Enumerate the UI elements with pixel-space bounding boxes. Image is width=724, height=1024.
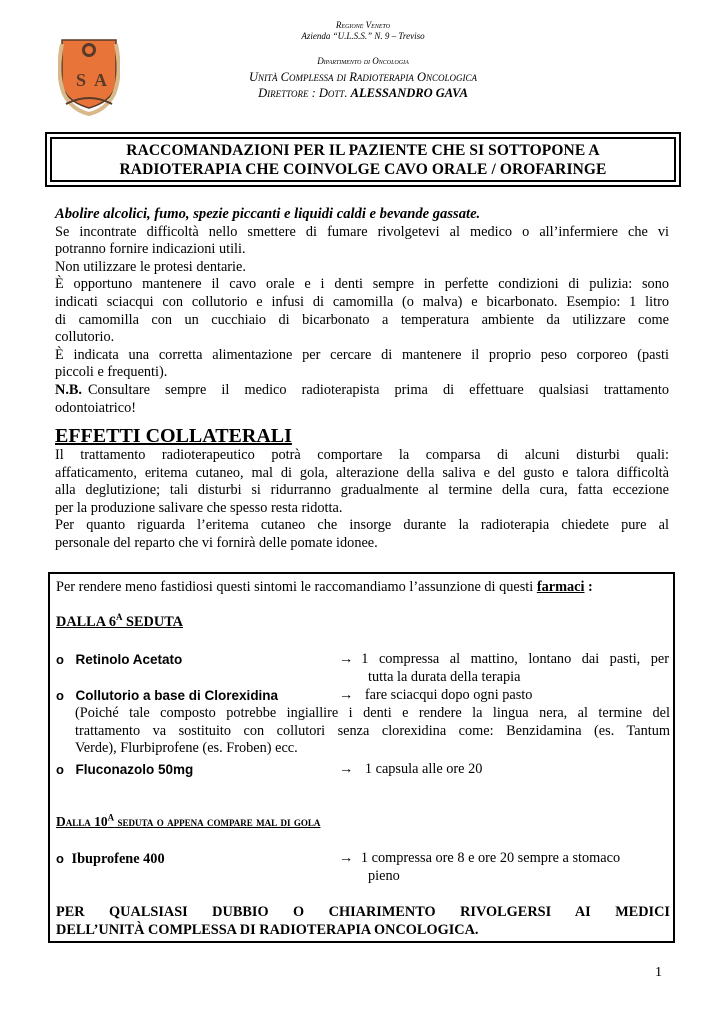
page-number: 1 (655, 965, 662, 980)
bullet-icon: o (56, 652, 64, 667)
effetti-p2-line1: Per quanto riguarda l’eritema cutaneo che insorge durante la radioterapia chiedete pure al (55, 517, 669, 534)
arrow-icon: → (339, 850, 354, 866)
drug-item-clorexidina: o Collutorio a base di Clorexidina (56, 688, 279, 703)
coat-of-arms-logo (58, 34, 120, 116)
advice-section (55, 206, 669, 417)
advice-p4-line1: È indicata una corretta alimentazione per cercare di mantenere il proprio peso corporeo (pasti (55, 346, 669, 363)
advice-p2: Non utilizzare le protesi dentarie. (55, 258, 246, 275)
drug-box (48, 572, 675, 943)
unita-name: Unità Complessa di Radioterapia Oncologica (248, 70, 477, 84)
advice-p3-line1: È opportuno mantenere il cavo orale e i denti sempre in perfette condizioni di pulizia: sono (55, 276, 669, 293)
bullet-icon: o (56, 762, 64, 777)
dipartimento-name: Dipartimento di Oncologia (317, 56, 409, 66)
bullet-icon: o (56, 851, 64, 866)
advice-p3-line4: collutorio. (55, 329, 115, 346)
svg-text:S: S (76, 70, 87, 90)
section-dalla-10-seduta: Dalla $10^A$ seduta o appena compare mal di gola (56, 812, 321, 829)
effetti-p1-line2: affaticamento, eritema cutaneo, mal di gola, alterazione della saliva e del gusto e talora difficoltà (55, 464, 669, 481)
drug-dose-retinolo-line2: tutta la durata della terapia (368, 669, 521, 685)
svg-text:A: A (94, 70, 107, 90)
drug-item-ibuprofene: o Ibuprofene 400 (56, 851, 165, 867)
advice-p1-line2: potranno fornire indicazioni utili. (55, 241, 246, 258)
nb-line2: odontoiatrico! (55, 399, 136, 416)
effetti-p1-line3: alla deglutizione; tali disturbi si ridurranno gradualmente al termine della cura, fatta eccezione (55, 482, 669, 499)
drug-dose-ibuprofene-line2: pieno (368, 868, 400, 884)
drug-dose-ibuprofene: → 1 compressa ore 8 e ore 20 sempre a stomaco (339, 850, 621, 866)
closing-note: PER QUALSIASI DUBBIO O CHIARIMENTO RIVOLGERSI AI MEDICI DELL’UNITÀ COMPLESSA DI RADIOTERAPIA ONCOLOGICA. (56, 904, 670, 938)
arrow-icon: → (339, 761, 354, 777)
effetti-p1-line4: per la produzione salivare che spesso resta ridotta. (55, 499, 343, 516)
advice-p1-line1: Se incontrate difficoltà nello smettere di fumare rivolgetevi al medico o all’infermiere che vi (55, 223, 669, 240)
advice-p4-line2: piccoli e frequenti). (55, 364, 168, 381)
drug-dose-fluconazolo: → 1 capsula alle ore 20 (339, 761, 483, 777)
nb-text: Consultare sempre il medico radioterapista prima di effettuare qualsiasi trattamento (88, 381, 669, 398)
drug-item-fluconazolo: o Fluconazolo 50mg (56, 762, 194, 777)
clorexidina-note: (Poiché tale composto potrebbe ingiallire i denti e rendere la lingua nera, al termine del trattamento va sostituito con collutori senza clorexidina come: Benzidamina (es. Tantum Verde), Flurbiprofene (es. Froben) ecc. (75, 705, 670, 757)
effetti-section (55, 425, 669, 553)
nb-line1 (55, 382, 669, 400)
effetti-p1-line1: Il trattamento radioterapeutico potrà comportare la comparsa di alcuni disturbi quali: (55, 447, 669, 463)
advice-heading: Abolire alcolici, fumo, spezie piccanti e liquidi caldi e bevande gassate. (55, 206, 481, 222)
drug-dose-retinolo: → 1 compressa al mattino, lontano dai pasti, per (339, 651, 669, 667)
nb-label: N.B. (55, 381, 83, 398)
arrow-icon: → (339, 687, 354, 703)
drug-item-retinolo: o Retinolo Acetato (56, 652, 183, 667)
advice-p3-line2: indicati sciacqui con collutorio e infusi di camomilla (o malva) e bicarbonato. Esempio: 1 litro (55, 293, 669, 310)
effetti-p2-line2: personale del reparto che vi fornirà delle pomate idonee. (55, 534, 378, 551)
drug-intro: Per rendere meno fastidiosi questi sintomi le raccomandiamo l’assunzione di questi farmaci : (56, 579, 593, 595)
effetti-heading: EFFETTI COLLATERALI (55, 425, 292, 447)
title-line-1: RACCOMANDAZIONI PER IL PAZIENTE CHE SI SOTTOPONE A (126, 141, 600, 159)
azienda-name: Azienda “U.L.S.S.” N. 9 – Treviso (301, 31, 425, 41)
direttore-line: Direttore : Dott. ALESSANDRO GAVA (258, 86, 468, 100)
title-line-2: RADIOTERAPIA CHE COINVOLGE CAVO ORALE / OROFARINGE (119, 160, 607, 178)
arrow-icon: → (339, 651, 354, 667)
bullet-icon: o (56, 688, 64, 703)
region-name: Regione Veneto (335, 20, 391, 30)
section-dalla-6-seduta: DALLA $6^A$ SEDUTA (56, 612, 183, 630)
title-box (45, 132, 681, 187)
drug-dose-clorexidina: → fare sciacqui dopo ogni pasto (339, 687, 533, 703)
advice-p3-line3: di camomilla con un cucchiaio di bicarbonato a temperatura ambiente da utilizzare come (55, 311, 669, 328)
